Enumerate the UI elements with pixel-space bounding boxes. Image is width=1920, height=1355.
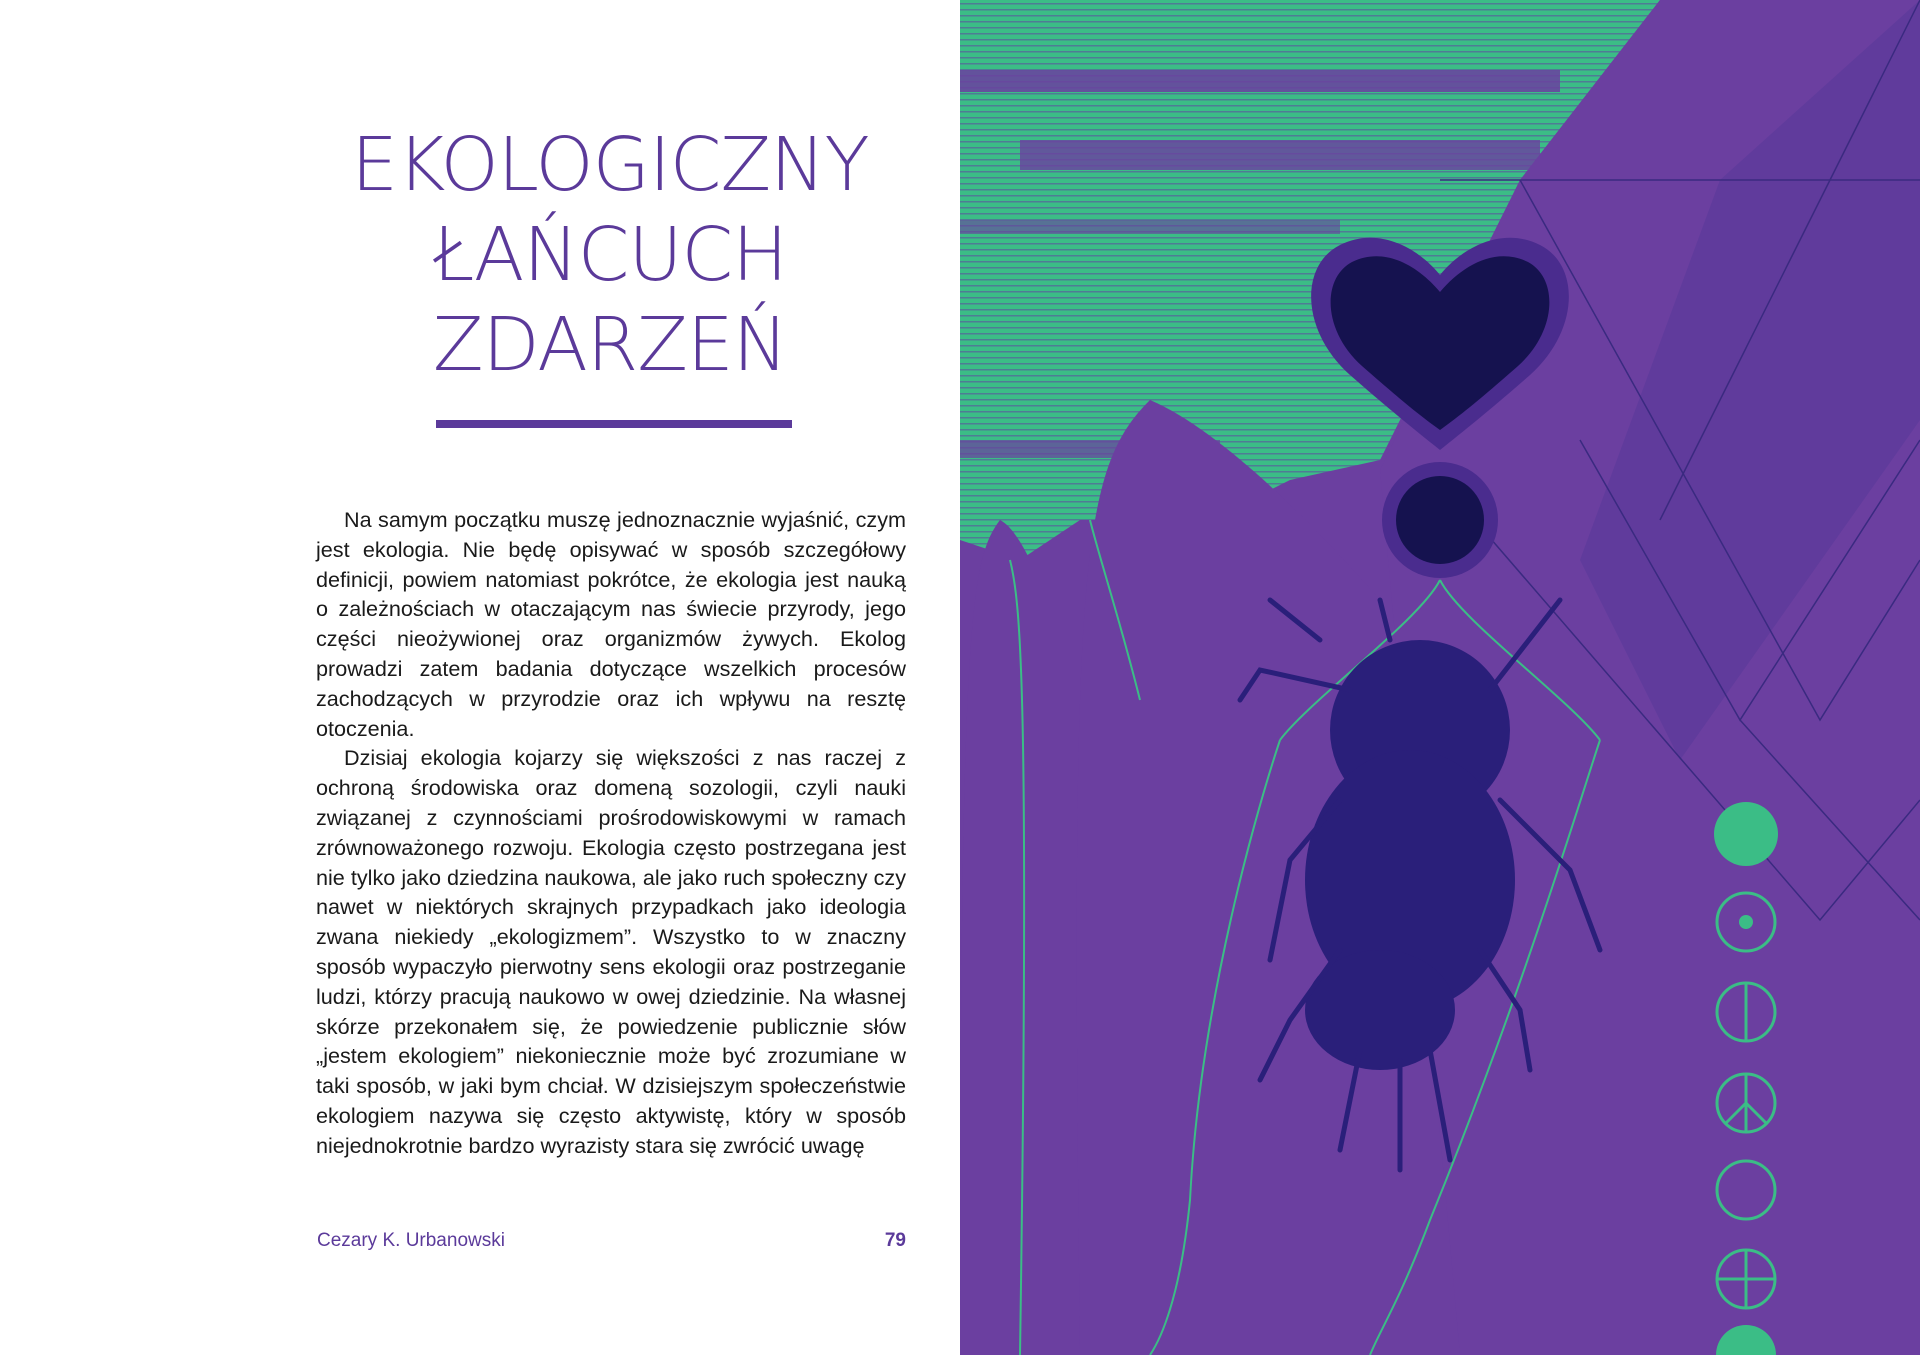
circle-cross-icon <box>1717 1250 1775 1308</box>
chapter-title-line-3: ZDARZEŃ <box>432 302 788 388</box>
chapter-title-line-1: EKOLOGICZNY <box>351 122 869 208</box>
purple-streak <box>960 70 1560 92</box>
illustration-artwork <box>960 0 1920 1355</box>
paragraph-2: Dzisiaj ekologia kojarzy się większości z nas raczej z ochroną środowiska oraz domeną sozologii, czyli nauki związanej z czynnościami prośrodowiskowymi w ramach zrównoważonego rozwoju. Ekologia często postrzegana jest nie tylko jako dziedzina naukowa, ale jako ruch społeczny czy nawet w niektórych skrajnych przypadkach jako ideologia zwana niekiedy „ekologizmem”. Wszystko to w znaczny sposób wypaczyło pierwotny sens ekologii oraz postrzeganie ludzi, którzy pracują naukowo w owej dziedzinie. Na własnej skórze przekonałem się, że powiedzenie publicznie słów „jestem ekologiem” niekoniecznie może być zrozumiane w taki sposób, w jaki bym chciał. W dzisiejszym społeczeństwie ekologiem nazywa się często aktywistę, który w sposób niejednokrotnie bardzo wyrazisty stara się zwrócić uwagę <box>316 745 906 1158</box>
purple-streak <box>1020 140 1540 170</box>
purple-streak <box>960 220 1340 234</box>
chapter-title-line-2: ŁAŃCUCH <box>433 212 787 298</box>
chapter-title <box>340 120 880 390</box>
body-text <box>316 505 906 1161</box>
filled-circle-icon <box>1714 802 1778 866</box>
page-number: 79 <box>884 1230 906 1251</box>
illustration-page <box>960 0 1920 1355</box>
footer-author: Cezary K. Urbanowski <box>317 1230 505 1251</box>
title-divider <box>436 420 792 428</box>
paragraph-1: Na samym początku muszę jednoznacznie wyjaśnić, czym jest ekologia. Nie będę opisywać w sposób szczegółowy definicji, powiem natomiast pokrótce, że ekologia jest nauką o zależnościach w otaczającym nas świecie przyrody, jego części nieożywionej oraz organizmów żywych. Ekolog prowadzi zatem badania dotyczące wszelkich procesów zachodzących w przyrodzie oraz ich wpływu na resztę otoczenia. <box>316 507 906 741</box>
